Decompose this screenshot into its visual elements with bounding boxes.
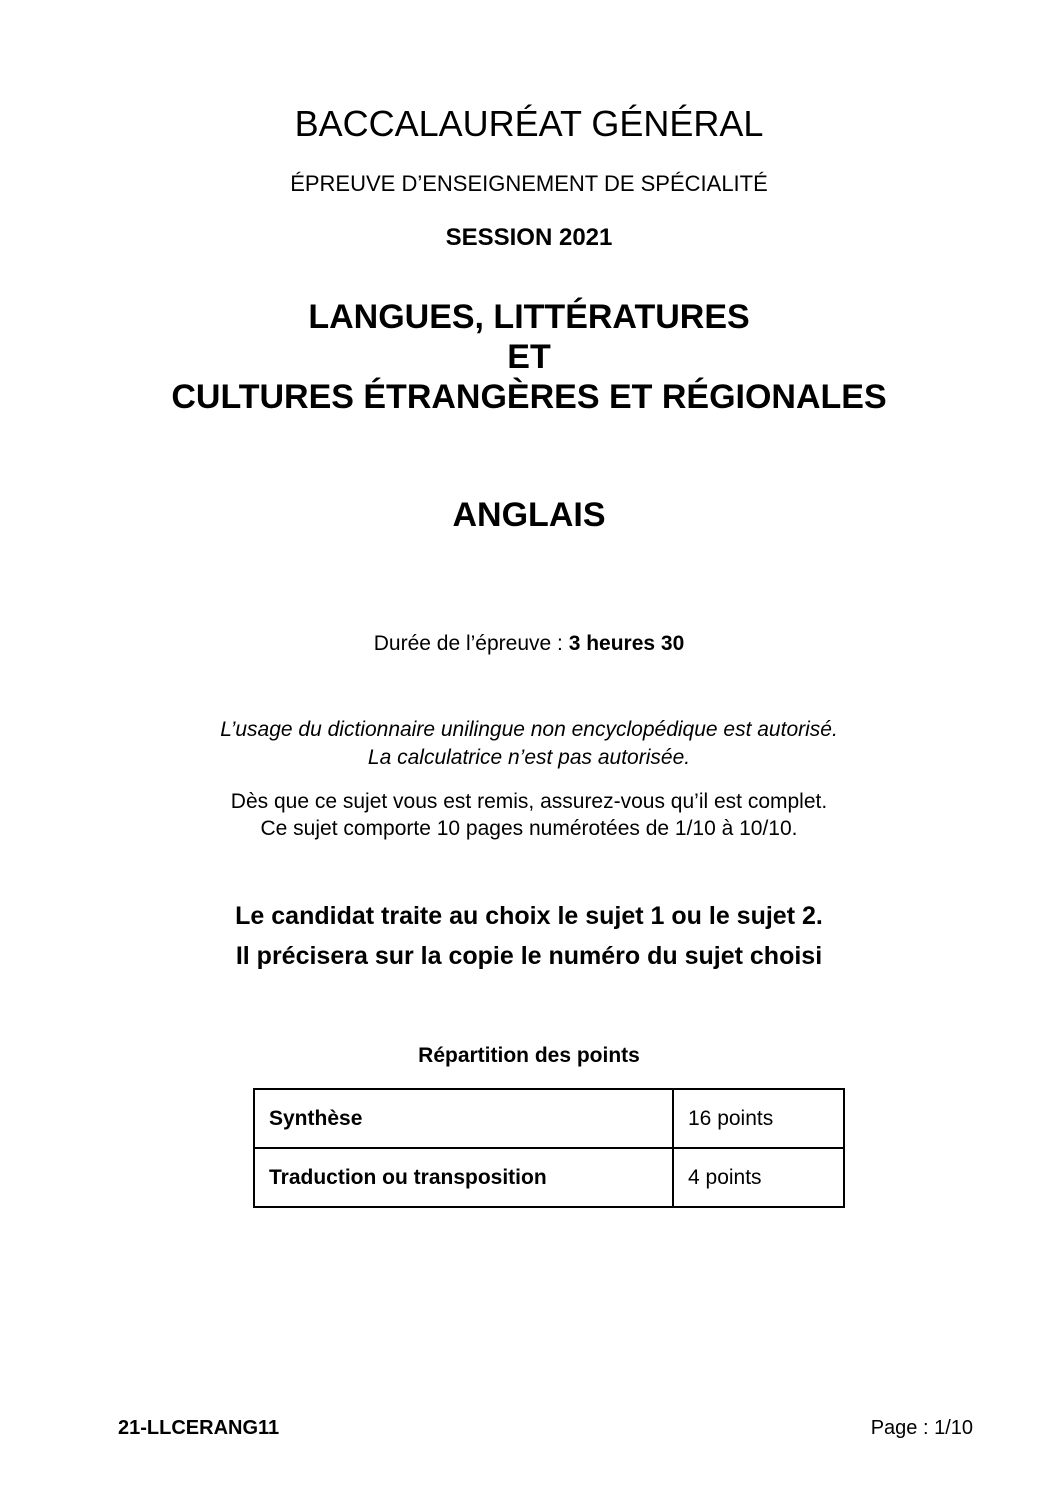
page-footer (118, 1416, 973, 1440)
document-title: BACCALAURÉAT GÉNÉRAL (294, 103, 764, 144)
specialty-title-line-2: ET (507, 338, 551, 376)
table-row (254, 1089, 844, 1148)
points-row-label: Traduction ou transposition (254, 1148, 673, 1207)
points-table (253, 1088, 845, 1208)
page-number: Page : 1/10 (870, 1417, 973, 1439)
candidate-instructions-line-2: Il précisera sur la copie le numéro du sujet choisi (235, 942, 823, 970)
subject-reference-code: 21-LLCERANG11 (118, 1417, 280, 1439)
exam-type-subtitle: ÉPREUVE D’ENSEIGNEMENT DE SPÉCIALITÉ (290, 171, 768, 196)
dictionary-notice-line: L’usage du dictionnaire unilingue non encyclopédique est autorisé. (220, 718, 838, 741)
specialty-title-line-1: LANGUES, LITTÉRATURES (308, 298, 750, 336)
points-row-value: 4 points (673, 1148, 844, 1207)
completeness-notice-line-1: Dès que ce sujet vous est remis, assurez-vous qu’il est complet. (230, 790, 828, 813)
language-title: ANGLAIS (452, 496, 606, 534)
points-table-title: Répartition des points (418, 1044, 640, 1067)
session-label: SESSION 2021 (445, 224, 613, 251)
points-row-label: Synthèse (254, 1089, 673, 1148)
materials-notice (0, 716, 1058, 772)
completeness-notice (0, 788, 1058, 842)
specialty-title-block (0, 297, 1058, 417)
specialty-title-line-3: CULTURES ÉTRANGÈRES ET RÉGIONALES (171, 378, 887, 416)
duration-label: Durée de l’épreuve : (373, 632, 569, 655)
candidate-instructions-line-1: Le candidat traite au choix le sujet 1 ou le sujet 2. (235, 902, 823, 930)
duration-value: 3 heures 30 (568, 632, 685, 655)
completeness-notice-line-2: Ce sujet comporte 10 pages numérotées de 1/10 à 10/10. (260, 817, 798, 840)
table-row (254, 1148, 844, 1207)
candidate-instructions (0, 896, 1058, 976)
calculator-notice-line: La calculatrice n’est pas autorisée. (367, 746, 691, 769)
duration-line (0, 631, 1058, 656)
points-row-value: 16 points (673, 1089, 844, 1148)
